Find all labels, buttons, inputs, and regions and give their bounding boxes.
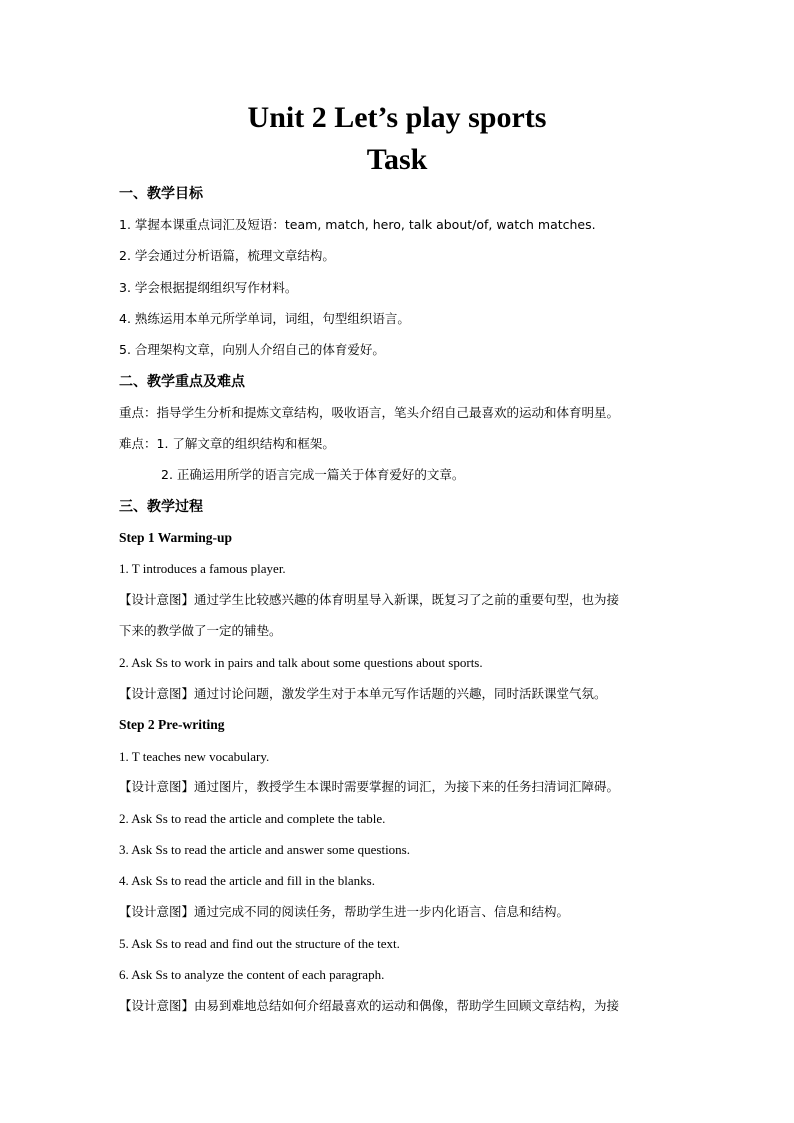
step-2-line-2: 2. Ask Ss to read the article and complete the table. (119, 811, 386, 826)
document-title: Unit 2 Let’s play sports (247, 101, 547, 134)
step-1-design-note-1-cont: 下来的教学做了一定的铺垫。 (119, 623, 282, 638)
step-2-design-note-2: 【设计意图】通过完成不同的阅读任务，帮助学生进一步内化语言、信息和结构。 (119, 904, 570, 919)
step-1-line-1: 1. T introduces a famous player. (119, 561, 286, 576)
step-2-design-note-3: 【设计意图】由易到难地总结如何介绍最喜欢的运动和偶像，帮助学生回顾文章结构，为接 (119, 998, 620, 1013)
step-1-line-2: 2. Ask Ss to work in pairs and talk about some questions about sports. (119, 655, 483, 670)
step-2-line-4: 4. Ask Ss to read the article and fill in the blanks. (119, 873, 375, 888)
step-2-line-1: 1. T teaches new vocabulary. (119, 749, 270, 764)
step-2-title: Step 2 Pre-writing (119, 717, 225, 732)
step-1-design-note-2: 【设计意图】通过讨论问题，激发学生对于本单元写作话题的兴趣，同时活跃课堂气氛。 (119, 686, 607, 701)
objective-item-1: 1. 掌握本课重点词汇及短语：team, match, hero, talk about/of, watch matches. (119, 217, 596, 232)
section-heading-key-points: 二、教学重点及难点 (119, 374, 245, 390)
step-2-line-6: 6. Ask Ss to analyze the content of each paragraph. (119, 967, 385, 982)
section-heading-objectives: 一、教学目标 (119, 186, 203, 202)
key-point-text: 重点：指导学生分析和提炼文章结构，吸收语言，笔头介绍自己最喜欢的运动和体育明星。 (119, 405, 620, 420)
objective-item-3: 3. 学会根据提纲组织写作材料。 (119, 280, 298, 295)
step-2-design-note-1: 【设计意图】通过图片，教授学生本课时需要掌握的词汇，为接下来的任务扫清词汇障碍。 (119, 779, 620, 794)
section-heading-process: 三、教学过程 (119, 499, 203, 515)
step-1-design-note-1: 【设计意图】通过学生比较感兴趣的体育明星导入新课，既复习了之前的重要句型，也为接 (119, 592, 620, 607)
objective-item-2: 2. 学会通过分析语篇，梳理文章结构。 (119, 248, 335, 263)
difficulty-item-2: 2. 正确运用所学的语言完成一篇关于体育爱好的文章。 (161, 467, 465, 482)
document-subtitle: Task (366, 143, 428, 176)
objective-item-5: 5. 合理架构文章，向别人介绍自己的体育爱好。 (119, 342, 385, 357)
step-2-line-5: 5. Ask Ss to read and find out the structure of the text. (119, 936, 400, 951)
step-2-line-3: 3. Ask Ss to read the article and answer some questions. (119, 842, 410, 857)
difficulty-item-1: 难点：1. 了解文章的组织结构和框架。 (119, 436, 335, 451)
step-1-title: Step 1 Warming-up (119, 530, 233, 545)
objective-item-4: 4. 熟练运用本单元所学单词，词组，句型组织语言。 (119, 311, 410, 326)
